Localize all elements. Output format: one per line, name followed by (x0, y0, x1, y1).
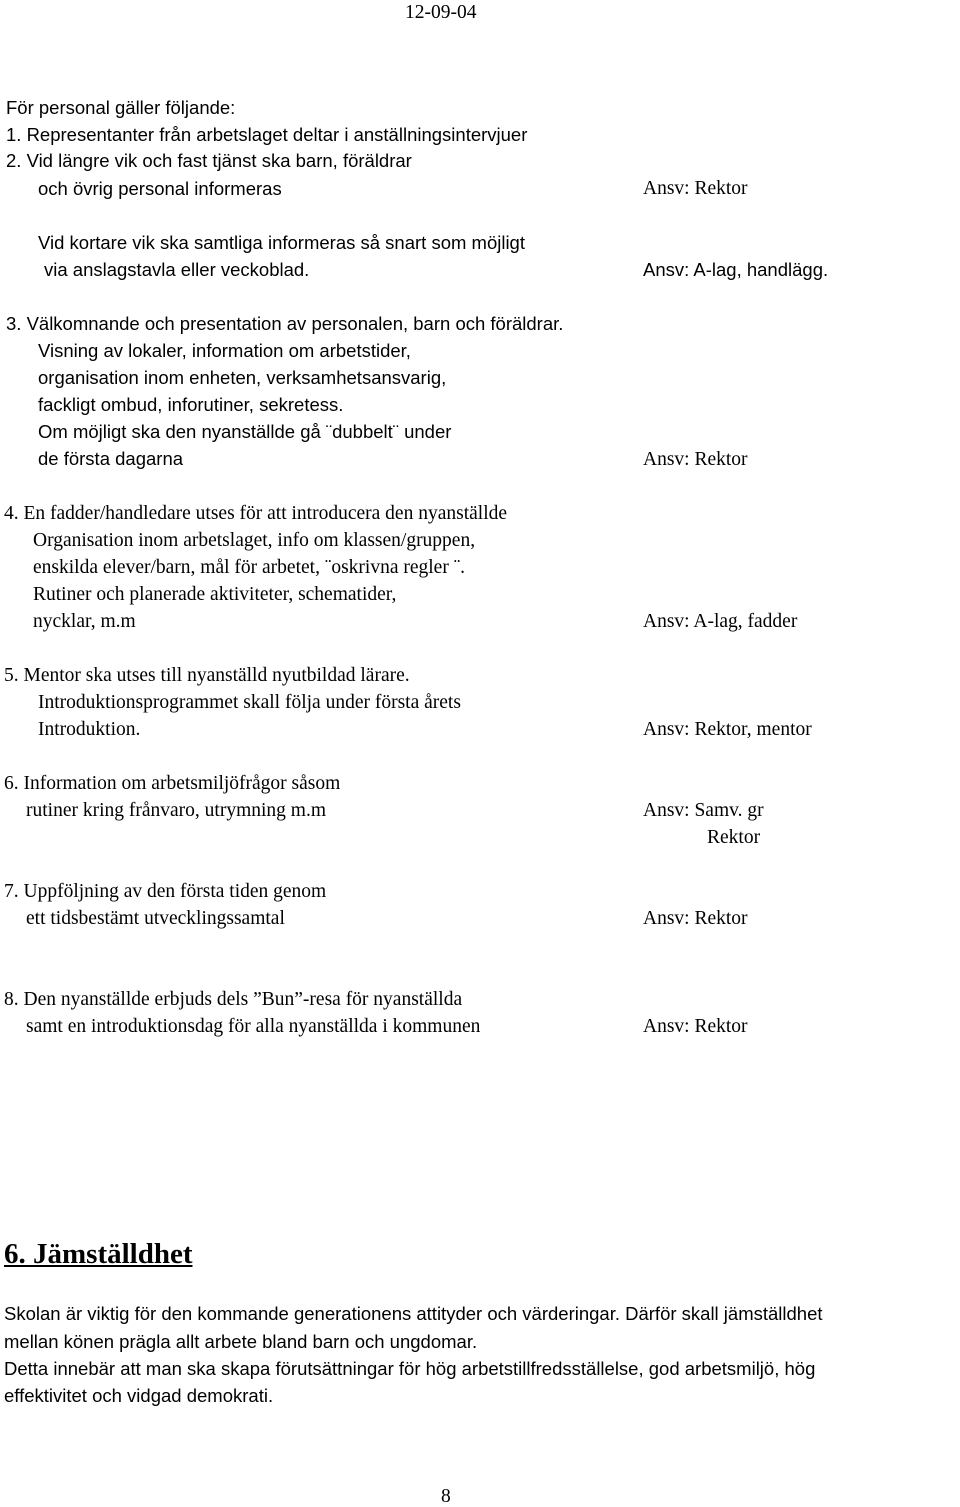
intro-item-2-note-line-2: via anslagstavla eller veckoblad. (44, 259, 310, 280)
item-5-responsible: Ansv: Rektor, mentor (643, 719, 812, 740)
item-3-responsible: Ansv: Rektor (643, 449, 748, 470)
item-6-line-1: 6. Information om arbetsmiljöfrågor såsom (4, 773, 341, 794)
intro-item-2-line-1: 2. Vid längre vik och fast tjänst ska barn, föräldrar (6, 150, 412, 171)
item-5-line-2: Introduktionsprogrammet skall följa under första årets (38, 692, 461, 713)
section-6-paragraph-1-line-2: mellan könen prägla allt arbete bland barn och ungdomar. (4, 1331, 478, 1352)
section-6-heading: 6. Jämställdhet (4, 1238, 193, 1270)
item-3-line-3: organisation inom enheten, verksamhetsansvarig, (38, 367, 447, 388)
section-6-paragraph-2-line-1: Detta innebär att man ska skapa förutsättningar för hög arbetstillfredsställelse, god arbetsmiljö, hög (4, 1358, 816, 1379)
item-4-line-2: Organisation inom arbetslaget, info om klassen/gruppen, (33, 530, 476, 551)
item-8-responsible: Ansv: Rektor (643, 1016, 748, 1037)
item-3-line-4: fackligt ombud, inforutiner, sekretess. (38, 394, 344, 415)
item-7-line-2: ett tidsbestämt utvecklingssamtal (26, 908, 285, 929)
item-4-line-4: Rutiner och planerade aktiviteter, schematider, (33, 584, 397, 605)
item-5-line-3: Introduktion. (38, 719, 141, 740)
intro-lead: För personal gäller följande: (6, 97, 236, 118)
page-number: 8 (441, 1486, 451, 1507)
section-6-paragraph-1-line-1: Skolan är viktig för den kommande generationens attityder och värderingar. Därför skall jämställdhet (4, 1303, 823, 1324)
section-6-paragraph-2-line-2: effektivitet och vidgad demokrati. (4, 1385, 274, 1406)
intro-item-2-note-line-1: Vid kortare vik ska samtliga informeras så snart som möjligt (38, 232, 525, 253)
item-3-line-5: Om möjligt ska den nyanställde gå ¨dubbelt¨ under (38, 421, 452, 442)
intro-item-2-responsible: Ansv: Rektor (643, 178, 748, 199)
item-4-line-3: enskilda elever/barn, mål för arbetet, ¨oskrivna regler ¨. (33, 557, 466, 578)
item-6-responsible-line-1: Ansv: Samv. gr (643, 800, 764, 821)
header-date: 12-09-04 (405, 2, 477, 23)
item-7-responsible: Ansv: Rektor (643, 908, 748, 929)
item-3-line-6: de första dagarna (38, 448, 184, 469)
item-5-line-1: 5. Mentor ska utses till nyanställd nyutbildad lärare. (4, 665, 410, 686)
item-4-line-1: 4. En fadder/handledare utses för att introducera den nyanställde (4, 503, 508, 524)
intro-item-2-note-responsible: Ansv: A-lag, handlägg. (643, 259, 829, 280)
item-3-line-2: Visning av lokaler, information om arbetstider, (38, 340, 411, 361)
item-6-line-2: rutiner kring frånvaro, utrymning m.m (26, 800, 327, 821)
item-4-responsible: Ansv: A-lag, fadder (643, 611, 798, 632)
intro-item-2-line-2: och övrig personal informeras (38, 178, 282, 199)
item-8-line-1: 8. Den nyanställde erbjuds dels ”Bun”-resa för nyanställda (4, 989, 463, 1010)
item-6-responsible-line-2: Rektor (707, 827, 761, 848)
item-7-line-1: 7. Uppföljning av den första tiden genom (4, 881, 327, 902)
item-3-line-1: 3. Välkomnande och presentation av personalen, barn och föräldrar. (6, 313, 564, 334)
item-8-line-2: samt en introduktionsdag för alla nyanställda i kommunen (26, 1016, 481, 1037)
item-4-line-5: nycklar, m.m (33, 611, 136, 632)
intro-item-1: 1. Representanter från arbetslaget deltar i anställningsintervjuer (6, 124, 528, 145)
